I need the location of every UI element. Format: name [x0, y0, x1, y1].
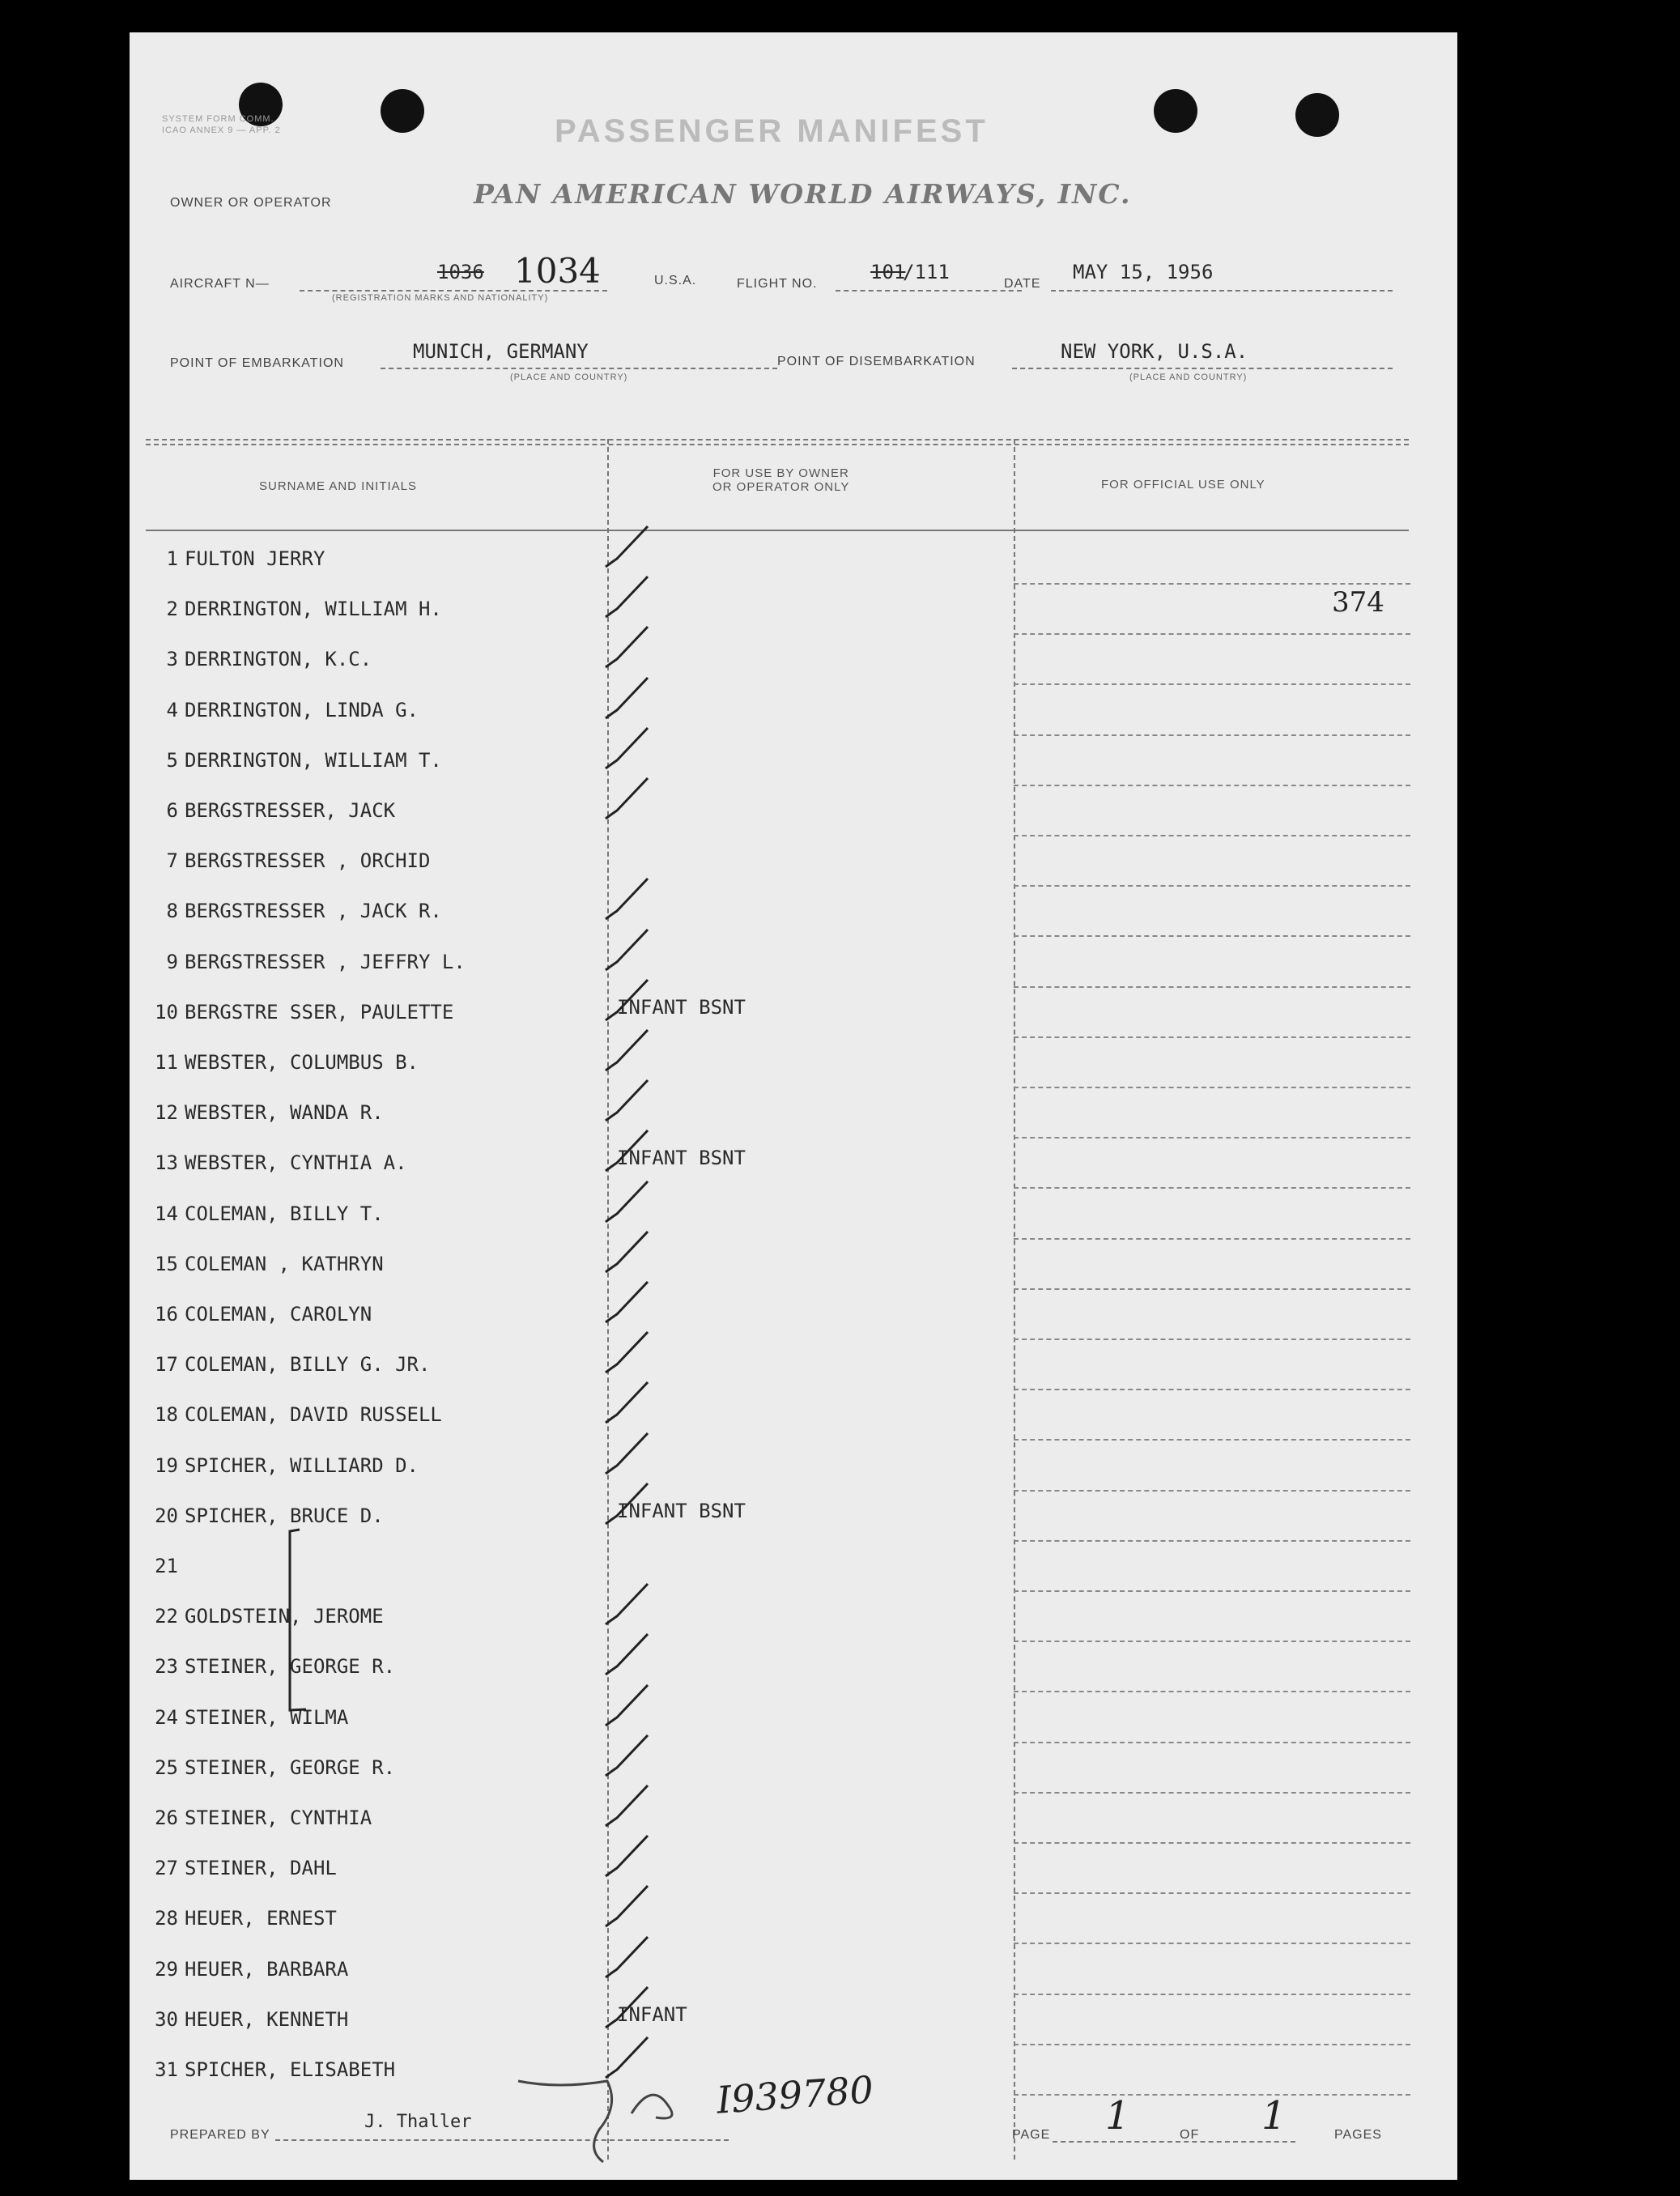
passenger-row: [146, 938, 1409, 988]
punch-hole: [1295, 93, 1339, 137]
check-mark-icon: [599, 1177, 696, 1225]
check-mark-icon: [599, 874, 696, 922]
date-value: MAY 15, 1956: [1073, 261, 1214, 283]
row-number: 24: [155, 1705, 178, 1729]
check-mark-icon: [599, 1982, 696, 2031]
passenger-name: BERGSTRESSER, JACK: [185, 799, 396, 822]
date-label: DATE: [1004, 277, 1041, 291]
passenger-name: WEBSTER, WANDA R.: [185, 1101, 384, 1125]
row-number: 15: [155, 1252, 178, 1275]
bracket-mark: [285, 1528, 309, 1714]
col-header-surname: SURNAME AND INITIALS: [259, 479, 418, 493]
passenger-row: [146, 1190, 1409, 1240]
row-number: 18: [155, 1403, 178, 1427]
row-number: 20: [155, 1504, 178, 1527]
check-mark-icon: [599, 1781, 696, 1829]
passenger-row: [146, 1945, 1409, 1995]
passenger-name: COLEMAN, CAROLYN: [185, 1303, 372, 1326]
of-label: OF: [1180, 2128, 1200, 2142]
check-mark-icon: [599, 1227, 696, 1275]
check-mark-icon: [599, 673, 696, 721]
embark-note: (PLACE AND COUNTRY): [510, 372, 628, 382]
check-mark-icon: [599, 773, 696, 822]
passenger-row: [146, 786, 1409, 836]
row-number: 19: [155, 1453, 178, 1477]
row-number: 22: [155, 1605, 178, 1628]
check-mark-icon: [599, 1428, 696, 1477]
passenger-row: [146, 1894, 1409, 1944]
passenger-row: [146, 1542, 1409, 1592]
check-mark-icon: [599, 1629, 696, 1678]
passenger-name: COLEMAN, BILLY T.: [185, 1202, 384, 1225]
row-number: 6: [166, 799, 178, 822]
row-number: 9: [166, 950, 178, 973]
passenger-name: BERGSTRESSER , ORCHID: [185, 849, 431, 873]
check-mark-icon: [599, 1932, 696, 1981]
check-mark-icon: [599, 925, 696, 973]
passenger-row: [146, 1642, 1409, 1692]
row-number: 17: [155, 1353, 178, 1377]
signature: [510, 2057, 704, 2170]
passenger-name: BERGSTRE SSER, PAULETTE: [185, 1000, 454, 1024]
row-number: 25: [155, 1756, 178, 1779]
registration-note: (REGISTRATION MARKS AND NATIONALITY): [332, 293, 549, 303]
passenger-name: STEINER, GEORGE R.: [185, 1756, 396, 1779]
passenger-name: BERGSTRESSER , JEFFRY L.: [185, 950, 466, 973]
passenger-name: STEINER, WILMA: [185, 1705, 349, 1729]
passenger-row: [146, 836, 1409, 887]
owner-note: INFANT BSNT: [617, 995, 746, 1019]
check-mark-icon: [599, 1277, 696, 1326]
passenger-row: [146, 736, 1409, 786]
row-number: 13: [155, 1151, 178, 1175]
page-label: PAGE: [1012, 2128, 1051, 2142]
col-header-owner: FOR USE BY OWNER OR OPERATOR ONLY: [712, 466, 850, 494]
passenger-row: [146, 1441, 1409, 1492]
passenger-name: STEINER, GEORGE R.: [185, 1655, 396, 1679]
passenger-row: [146, 1492, 1409, 1542]
passenger-row: [146, 534, 1409, 585]
passenger-name: SPICHER, ELISABETH: [185, 2058, 396, 2081]
passenger-name: SPICHER, BRUCE D.: [185, 1504, 384, 1527]
punch-hole: [381, 89, 424, 133]
passenger-row: [146, 1390, 1409, 1441]
passenger-name: SPICHER, WILLIARD D.: [185, 1453, 419, 1477]
row-number: 1: [166, 547, 178, 570]
passenger-row: [146, 1743, 1409, 1794]
check-mark-icon: [599, 1327, 696, 1376]
passenger-name: STEINER, CYNTHIA: [185, 1807, 372, 1829]
usa-label: U.S.A.: [654, 274, 697, 287]
passenger-row: [146, 1088, 1409, 1138]
passenger-row: [146, 1995, 1409, 2045]
check-mark-icon: [599, 1881, 696, 1930]
passenger-name: DERRINGTON, WILLIAM H.: [185, 598, 442, 621]
col-header-official: FOR OFFICIAL USE ONLY: [1101, 478, 1265, 492]
passenger-row: [146, 1794, 1409, 1844]
disembarkation-label: POINT OF DISEMBARKATION: [777, 355, 976, 368]
row-number: 29: [155, 1957, 178, 1981]
row-number: 4: [166, 698, 178, 721]
owner-label: OWNER OR OPERATOR: [170, 196, 332, 210]
check-mark-icon: [599, 723, 696, 772]
passenger-name: WEBSTER, CYNTHIA A.: [185, 1151, 407, 1175]
embarkation-value: MUNICH, GERMANY: [413, 340, 589, 363]
official-number: 374: [1332, 586, 1384, 619]
passenger-row: [146, 1340, 1409, 1390]
check-mark-icon: [599, 622, 696, 670]
row-number: 26: [155, 1807, 178, 1829]
row-number: 3: [166, 648, 178, 671]
flight-number: /111: [903, 261, 950, 283]
passenger-name: WEBSTER, COLUMBUS B.: [185, 1051, 419, 1074]
total-pages: 1: [1261, 2093, 1287, 2139]
company-name: PAN AMERICAN WORLD AIRWAYS, INC.: [474, 178, 1132, 210]
owner-note: INFANT BSNT: [617, 1499, 746, 1522]
aircraft-label: AIRCRAFT N—: [170, 277, 270, 291]
passenger-name: DERRINGTON, LINDA G.: [185, 698, 419, 721]
flight-struck: 101: [870, 261, 906, 283]
row-number: 27: [155, 1857, 178, 1880]
check-mark-icon: [599, 1075, 696, 1124]
row-number: 8: [166, 900, 178, 923]
aircraft-struck: 1036: [437, 261, 484, 283]
flight-label: FLIGHT NO.: [737, 277, 818, 291]
owner-note: INFANT BSNT: [617, 1147, 746, 1170]
passenger-row: [146, 1290, 1409, 1340]
check-mark-icon: [599, 1025, 696, 1074]
check-mark-icon: [599, 1479, 696, 1527]
row-number: 28: [155, 1907, 178, 1930]
row-number: 30: [155, 2007, 178, 2031]
page-number: 1: [1105, 2093, 1130, 2139]
row-number: 14: [155, 1202, 178, 1225]
row-number: 21: [155, 1555, 178, 1577]
disembark-note: (PLACE AND COUNTRY): [1129, 372, 1248, 382]
embarkation-label: POINT OF EMBARKATION: [170, 356, 344, 370]
row-number: 31: [155, 2058, 178, 2081]
pages-label: PAGES: [1334, 2128, 1382, 2142]
check-mark-icon: [599, 1680, 696, 1729]
row-number: 16: [155, 1303, 178, 1326]
passenger-row: [146, 1844, 1409, 1894]
passenger-name: DERRINGTON, K.C.: [185, 648, 372, 671]
passenger-name: BERGSTRESSER , JACK R.: [185, 900, 442, 923]
row-number: 2: [166, 598, 178, 621]
passenger-name: HEUER, KENNETH: [185, 2007, 349, 2031]
passenger-name: COLEMAN , KATHRYN: [185, 1252, 384, 1275]
row-number: 7: [166, 849, 178, 873]
check-mark-icon: [599, 1831, 696, 1879]
aircraft-number: 1034: [514, 251, 601, 291]
row-number: 23: [155, 1655, 178, 1679]
manifest-sheet: [130, 32, 1457, 2180]
form-code: SYSTEM FORM COMM. ICAO ANNEX 9 — APP. 2: [162, 114, 281, 135]
passenger-row: [146, 1693, 1409, 1743]
page-title: PASSENGER MANIFEST: [555, 113, 989, 149]
check-mark-icon: [599, 1579, 696, 1628]
check-mark-icon: [599, 1377, 696, 1426]
passenger-row: [146, 1592, 1409, 1642]
passenger-row: [146, 1240, 1409, 1290]
check-mark-icon: [599, 521, 696, 570]
prepared-by-value: J. Thaller: [364, 2112, 472, 2132]
passenger-name: HEUER, BARBARA: [185, 1957, 349, 1981]
prepared-label: PREPARED BY: [170, 2128, 270, 2142]
passenger-name: HEUER, ERNEST: [185, 1907, 337, 1930]
row-number: 10: [155, 1000, 178, 1024]
check-mark-icon: [599, 572, 696, 620]
check-mark-icon: [599, 1730, 696, 1779]
row-number: 11: [155, 1051, 178, 1074]
passenger-name: FULTON JERRY: [185, 547, 325, 570]
passenger-name: STEINER, DAHL: [185, 1857, 337, 1880]
passenger-name: GOLDSTEIN, JEROME: [185, 1605, 384, 1628]
passenger-row: [146, 585, 1409, 635]
passenger-name: DERRINGTON, WILLIAM T.: [185, 748, 442, 772]
row-number: 5: [166, 748, 178, 772]
disembarkation-value: NEW YORK, U.S.A.: [1061, 340, 1248, 363]
passenger-row: [146, 887, 1409, 937]
passenger-name: COLEMAN, DAVID RUSSELL: [185, 1403, 442, 1427]
passenger-row: [146, 1038, 1409, 1088]
passenger-row: [146, 686, 1409, 736]
row-number: 12: [155, 1101, 178, 1125]
passenger-row: [146, 1138, 1409, 1189]
check-mark-icon: [599, 1126, 696, 1174]
punch-hole: [1154, 89, 1197, 133]
passenger-row: [146, 988, 1409, 1038]
owner-note: INFANT: [617, 2002, 687, 2026]
passenger-row: [146, 635, 1409, 685]
check-mark-icon: [599, 975, 696, 1024]
handwritten-code: I939780: [715, 2067, 875, 2122]
passenger-name: COLEMAN, BILLY G. JR.: [185, 1353, 431, 1377]
